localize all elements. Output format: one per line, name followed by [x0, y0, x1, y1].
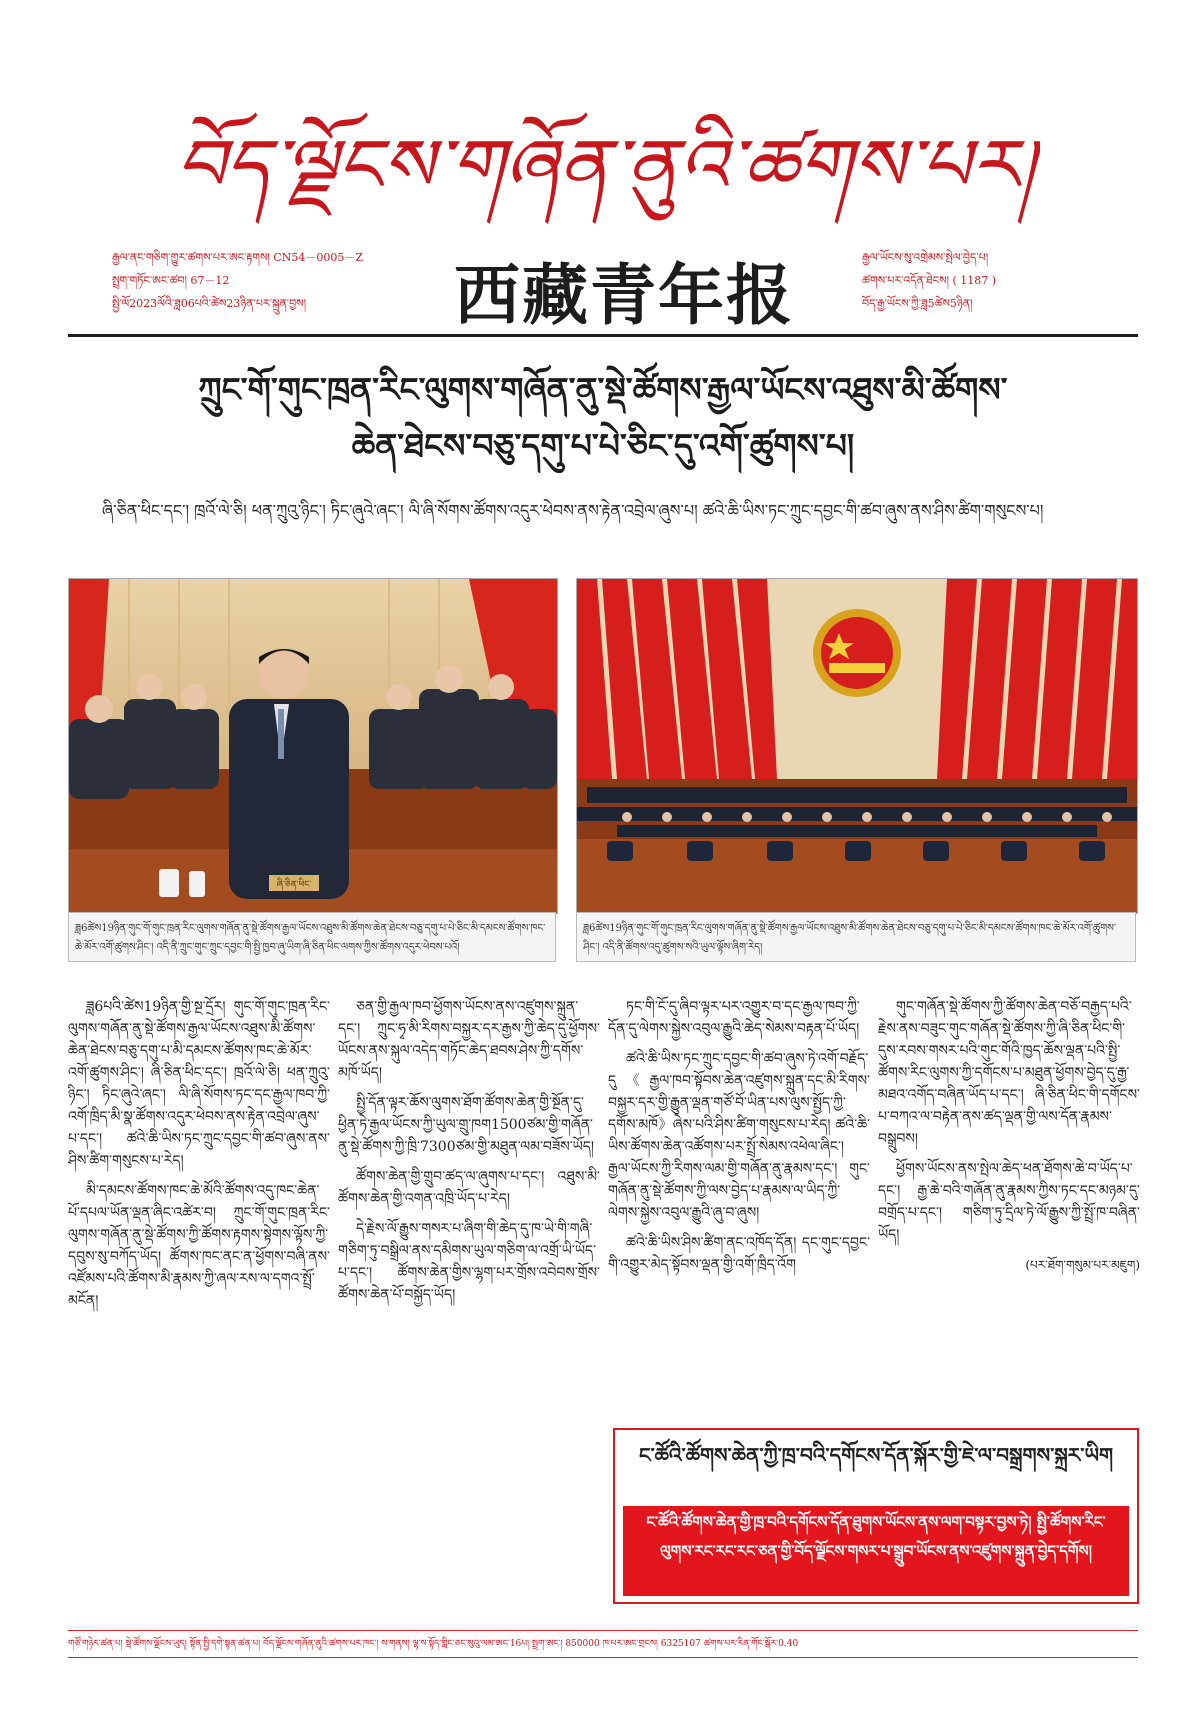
masthead-rule — [68, 334, 1138, 337]
header-right-line: རྒྱལ་ཡོངས་སུ་འགྲེམས་སྤེལ་བྱེད་པ། — [862, 251, 989, 264]
article-paragraph: ཚའེ་ཆི་ཡིས་ཏང་ཀྲུང་དབྱང་གི་ཚབ་ཞུས་ཏེ་འགོ་བརྗོད་དུ《རྒྱལ་ཁབ་སྟོབས་ཆེན་འཛུགས་སྐྲུན་དང་མི་རིགས་བསྐྱར་དར་གྱི་རྒྱུན་ལྡན་གཙོ་བོ་ཡིན་པས་ལུས་སྤྱོད་ཀྱི་དགོས་མཁོ》ཞེས་པའི་ཤིས་ཚིག་གསུངས་པ་རེད། ཚའེ་ཆི་ཡིས་ཚོགས་ཆེན་འཚོགས་པར་སྤྲོ་སེམས་འཕེལ་ཞིང་། རྒྱལ་ཡོངས་ཀྱི་རིགས་ལམ་གྱི་གཞོན་ནུ་རྣམས་དང་། གུང་གཞོན་ནུ་སྡེ་ཚོགས་ཀྱི་ལས་བྱེད་པ་རྣམས་ལ་ཡིད་ཀྱི་ལེགས་སྐྱེས་འབུལ་རྒྱུའི་ཞུ་བ་ཞུས། — [608, 1051, 870, 1221]
header-right-line: བོད་རྒྱ་ཡོངས་ཀྱི་ཟླ5ཚེས5ཉིན། — [862, 297, 973, 310]
photo-congress-hall — [576, 578, 1138, 914]
leader-nameplate: ཞི་ཅིན་ཕིང་ — [276, 880, 312, 890]
notice-title: ང་ཚོའི་ཚོགས་ཆེན་ཀྱི་ཁྲ་བའི་དགོངས་དོན་སྐོར་གྱི་ཇེ་ལ་བསྒྲགས་སྐྲར་ཡིག — [638, 1443, 1114, 1467]
article-paragraph: ཚའེ་ཆི་ཡིས་ཤིས་ཚིག་ནང་འཁོད་དོན། དང་གུང་དབྱང་གི་འགྱུར་མེད་སྟོབས་ལྡན་གྱི་འགོ་ཁྲིད་འོག — [608, 1235, 870, 1273]
header-left-line: སྤྱི་ལོ2023ལོའི་ཟླ06པའི་ཚེས23ཉིན་པར་སྐྲུན་བྱས། — [112, 297, 307, 310]
headline-line: ཆེན་ཐེངས་བཅུ་དགུ་པ་པེ་ཅིང་དུ་འགོ་ཚུགས་པ། — [351, 426, 855, 465]
league-emblem — [813, 609, 901, 697]
header-left-line: རྒྱལ་ནང་གཅིག་གྱུར་ཚགས་པར་ཨང་རྟགས། CN54－0005－Z — [112, 251, 363, 264]
notice-box — [613, 1428, 1139, 1604]
article-column-3 — [608, 996, 870, 1406]
header-left-info — [112, 246, 442, 315]
article-paragraph: མི་དམངས་ཚོགས་ཁང་ཆེ་མོའི་ཚོགས་འདུ་ཁང་ཆེན་པོ་དཔལ་ཡོན་ལྡན་ཞིང་འཚེར་བ། ཀྲུང་གོ་གུང་ཁྲན་རིང་ལུགས་གཞོན་ནུ་སྡེ་ཚོགས་ཀྱི་ཚོགས་རྟགས་སྟེགས་ལྟོས་ཀྱི་དབུས་སུ་བཀོད་ཡོད། ཚོགས་ཁང་ནང་ན་ཕྱོགས་བཞི་ནས་འཛོམས་པའི་ཚོགས་མི་རྣམས་ཀྱི་ཞལ་རས་ལ་དགའ་སྤྲོ་མངོན། — [68, 1183, 330, 1309]
footer-imprint: གཙོ་གཉེར་ཚན་པ། སྡེ་ཚོགས་ལྗོངས་ཡུད། སྟོན་སྤྱི་དགེ་སྟན་ཚན་པ། བོད་ལྗོངས་གཞོན་ནུའི་ཚགས་པར་ཁང་། ས་གནས། ལྷ་ས་སྟོད་གླིང་ཅང་སུའུ་ལམ་ཨང་16པ། སྤྲག་ཨང་། 850000 ཁ་པར་ཨང་གྲངས། 6325107 ཚགས་པར་རིན་གོང་སྒོར་0.40 — [68, 1630, 1138, 1658]
header-right-info — [862, 246, 1092, 315]
article-column-4 — [878, 996, 1140, 1408]
article-paragraph: དེ་རྗེས་ལོ་རྒྱུས་གསར་པ་ཞིག་གི་ཆེད་དུ་ཁ་ཡེ་གི་གཞི་གཅིག་ཏུ་བསྒྲིལ་ནས་དམིགས་ཡུལ་གཅིག་ལ་འགྲོ་ཡི་ཡོད་པ་དང་། ཚོགས་ཆེན་གྱིས་ལྷག་པར་གྲོས་འབེབས་གྲོས་ཚོགས་ཆེན་པོ་བསྐྱོད་ཡོད། — [338, 1221, 600, 1303]
photo-caption-left: ཟླ6ཚེས19ཉིན་གུང་གོ་གུང་ཁྲན་རིང་ལུགས་གཞོན་ནུ་སྡེ་ཚོགས་རྒྱལ་ཡོངས་འཐུས་མི་ཚོགས་ཆེན་ཐེངས་བཅུ་དགུ་པ་པེ་ཅིང་མི་དམངས་ཚོགས་ཁང་ཆེ་མོར་འགོ་ཚུགས་ཤིང་། འདི་ནི་ཀྲུང་གུང་ཀྲུང་དབྱང་གི་སྤྱི་ཁྱབ་ཞུ་ཡིག་ཞི་ཅིན་ཕིང་ལགས་ཀྱིས་ཚོགས་འདུར་ཕེབས་པའོ། — [68, 912, 556, 962]
article-paragraph: ཅན་གྱི་རྒྱལ་ཁབ་ཕྱོགས་ཡོངས་ནས་འཛུགས་སྐྲུན་དང་། ཀྲུང་ཧྭ་མི་རིགས་བསྐྱར་དར་རྒྱས་ཀྱི་ཆེད་དུ་ཕྱོགས་ཡོངས་ནས་སྐུལ་འདེད་གཏོང་ཆེད་ཐབས་ཤེས་ཀྱི་དགོས་མཁོ་ཡོད། — [338, 999, 600, 1081]
article-column-2 — [338, 996, 600, 1590]
article-paragraph: ཕྱོགས་ཡོངས་ནས་སྤེལ་ཆེད་ཕན་ཐོགས་ཆེ་བ་ཡོད་པ་དང་། རྒྱ་ཆེ་བའི་གཞོན་ནུ་རྣམས་ཀྱིས་ཏང་དང་མཉམ་དུ་བགྲོད་པ་དང་། གཅིག་ཏུ་དྲིལ་ཏེ་ལོ་རྒྱུས་ཀྱི་སྤྲོ་ཁ་བཞིན་ཡོད། — [878, 1161, 1140, 1243]
notice-body: ང་ཚོའི་ཚོགས་ཆེན་གྱི་ཁྲ་བའི་དགོངས་དོན་ཐུགས་ཡོངས་ནས་ལག་བསྟར་བྱས་ཏེ། སྤྱི་ཚོགས་རིང་ལུགས་རང་རང་རང་ཅན་གྱི་བོད་ལྗོངས་གསར་པ་སྒྲུབ་ཡོངས་ནས་འཛུགས་སྐྲུན་བྱེད་དགོས། — [623, 1506, 1129, 1596]
photo-leader-illustration — [69, 579, 557, 913]
headline-line: ཀྲུང་གོ་གུང་ཁྲན་རིང་ལུགས་གཞོན་ནུ་སྡེ་ཚོགས་རྒྱལ་ཡོངས་འཐུས་མི་ཚོགས་ — [198, 370, 1008, 409]
article-paragraph: ཏང་གི་ངོ་དུ་ཞིབ་ལྟར་པར་འགྱུར་བ་དང་རྒྱལ་ཁབ་ཀྱི་དོན་དུ་ལེགས་སྐྱེས་འབུལ་རྒྱུའི་ཆེད་སེམས་བརྟན་པོ་ཡོད། — [608, 999, 860, 1037]
photo-leader-standing — [68, 578, 558, 914]
masthead-tibetan-text: བོད་ལྗོངས་གཞོན་ནུའི་ཚགས་པར། — [175, 123, 976, 207]
chinese-title: 西藏青年报 — [454, 257, 794, 334]
continued-note: (པར་ཐོག་གསུམ་པར་མཇུག) — [1025, 1258, 1140, 1272]
article-paragraph: སྤྱི་དོན་ལྟར་ཆོས་ལུགས་ཐོག་ཚོགས་ཆེན་གྱི་སྔོན་དུ་ཕྱིན་ཏེ་རྒྱལ་ཡོངས་ཀྱི་ཡུལ་གྲུ་ཁག1500ཙམ་གྱི་གཞོན་ནུ་སྡེ་ཚོགས་ཀྱི་ཁྲི་7300ཙམ་གྱི་མཐུན་ལམ་བཟོས་ཡོད། — [338, 1095, 595, 1155]
article-paragraph: ཚོགས་ཆེན་གྱི་གྲུབ་ཚད་ལ་ཞུགས་པ་དང་། འཐུས་མི་ཚོགས་ཆེན་གྱི་འགན་འཁྲི་ཡོད་པ་རེད། — [338, 1169, 600, 1207]
headline-deck: ཞི་ཅིན་ཕིང་དང་། ཁྲའོ་ལེ་ཅི། ཕན་ཀྲུའུ་ཉིང་། ཏིང་ཞུའེ་ཞང་། ལི་ཞི་སོགས་ཚོགས་འདུར་ཕེབས་ནས་རྟེན་འབྲེལ་ཞུས་པ། ཚའེ་ཆི་ཡིས་ཏང་ཀྲུང་དབྱང་གི་ཚབ་ཞུས་ནས་ཤིས་ཚིག་གསུངས་པ། — [102, 501, 1044, 520]
header-right-line: ཚགས་པར་འདོན་ཐེངས། ( 1187 ) — [862, 274, 997, 287]
photo-caption-right: ཟླ6ཚེས19ཉིན་གུང་གོ་གུང་ཁྲན་རིང་ལུགས་གཞོན་ནུ་སྡེ་ཚོགས་རྒྱལ་ཡོངས་འཐུས་མི་ཚོགས་ཆེན་ཐེངས་བཅུ་དགུ་པ་པེ་ཅིང་མི་དམངས་ཚོགས་ཁང་ཆེ་མོར་འགོ་ཚུགས་ཤིང་། འདི་ནི་ཚོགས་འདུ་ཚུགས་སའི་ཡུལ་ལྟོས་ཞིག་རེད། — [576, 912, 1136, 962]
article-column-1 — [68, 996, 330, 1590]
header-left-line: སྤྲག་གཏོང་ཨང་ཚབ། 67－12 — [112, 274, 230, 287]
headline — [68, 362, 1138, 474]
photo-hall-illustration — [577, 579, 1137, 913]
article-paragraph: གུང་གཞོན་སྡེ་ཚོགས་ཀྱི་ཚོགས་ཆེན་བཅོ་བརྒྱད་པའི་རྗེས་ནས་བཟུང་གུང་གཞོན་སྡེ་ཚོགས་ཀྱི་ཞི་ཅིན་ཕིང་གི་དུས་རབས་གསར་པའི་གུང་གོའི་ཁྱད་ཆོས་ལྡན་པའི་སྤྱི་ཚོགས་རིང་ལུགས་ཀྱི་དགོངས་པ་མཐུན་ཕྱོགས་བྱེད་དུ་རྒྱ་མཐའ་འགོད་བཞིན་ཡོད་པ་དང་། ཞི་ཅིན་ཕིང་གི་དགོངས་པ་བཀའ་ལ་བརྟེན་ནས་ཚད་ལྡན་གྱི་ལས་དོན་རྣམས་བསྒྲུབས། — [878, 999, 1140, 1147]
masthead-tibetan-logo — [170, 112, 1040, 227]
article-paragraph: ཟླ6པའི་ཚེས19ཉིན་གྱི་སྔ་དྲོར། གུང་གོ་གུང་ཁྲན་རིང་ལུགས་གཞོན་ནུ་སྡེ་ཚོགས་རྒྱལ་ཡོངས་འཐུས་མི་ཚོགས་ཆེན་ཐེངས་བཅུ་དགུ་པ་མི་དམངས་ཚོགས་ཁང་ཆེ་མོར་འགོ་ཚུགས་ཤིང་། ཞི་ཅིན་ཕིང་དང་། ཁྲའོ་ལེ་ཅི། ཕན་ཀྲུའུ་ཉིང་། ཏིང་ཞུའེ་ཞང་། ལི་ཞི་སོགས་ཏང་དང་རྒྱལ་ཁབ་ཀྱི་འགོ་ཁྲིད་མི་སྣ་ཚོགས་འདུར་ཕེབས་ནས་རྟེན་འབྲེལ་ཞུས་པ་དང་། ཚའེ་ཆི་ཡིས་ཏང་ཀྲུང་དབྱང་གི་ཚབ་ཞུས་ནས་ཤིས་ཚིག་གསུངས་པ་རེད། — [68, 999, 330, 1169]
